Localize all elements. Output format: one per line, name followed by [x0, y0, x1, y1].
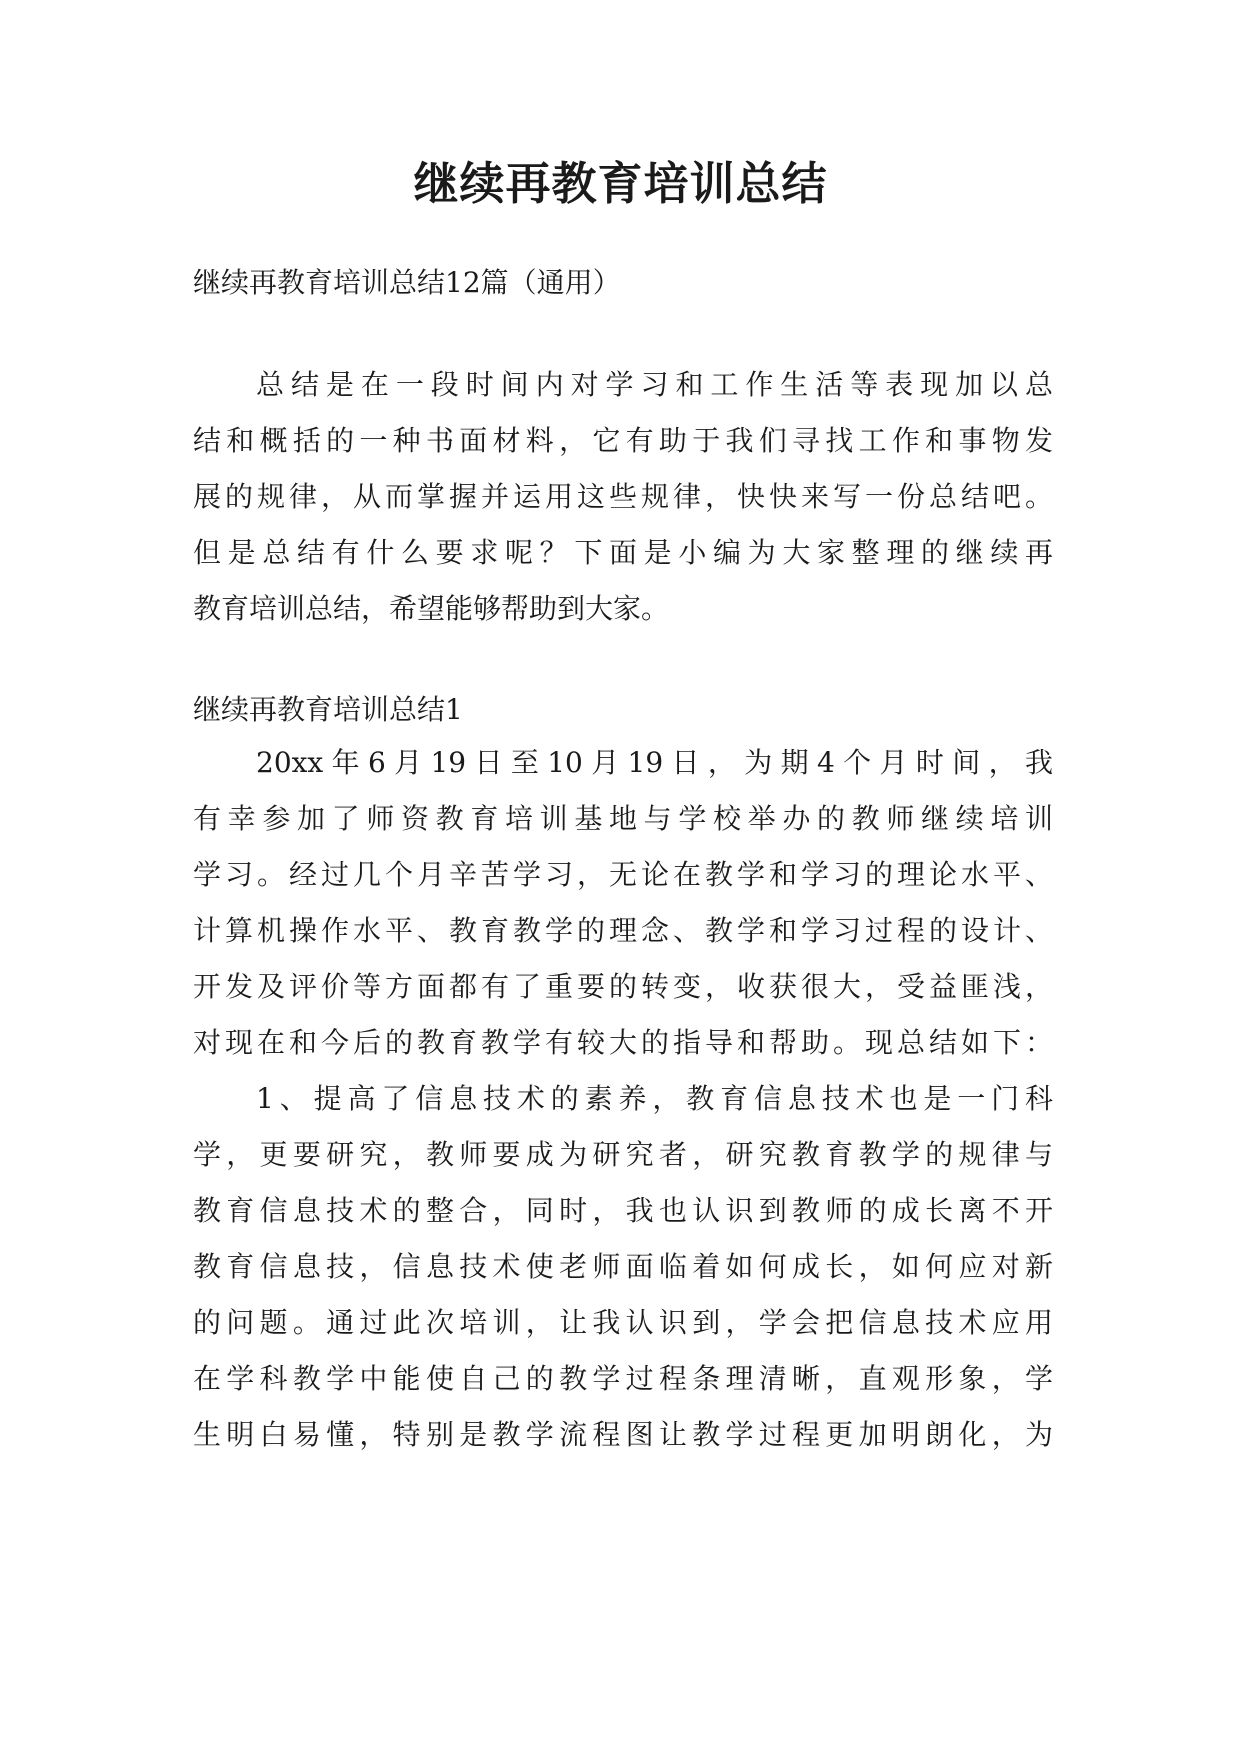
paragraph-line: 教育信息技，信息技术使老师面临着如何成长，如何应对新	[193, 1250, 1053, 1283]
paragraph-line: 开发及评价等方面都有了重要的转变，收获很大，受益匪浅，	[193, 970, 1053, 1003]
paragraph-line: 生明白易懂，特别是教学流程图让教学过程更加明朗化，为	[193, 1418, 1053, 1451]
intro-line: 但是总结有什么要求呢？下面是小编为大家整理的继续再	[193, 536, 1053, 569]
paragraph-line: 计算机操作水平、教育教学的理念、教学和学习过程的设计、	[193, 914, 1053, 947]
intro-line: 展的规律，从而掌握并运用这些规律，快快来写一份总结吧。	[193, 480, 1053, 513]
paragraph-line: 1、提高了信息技术的素养，教育信息技术也是一门科	[256, 1082, 1053, 1115]
paragraph-line: 学习。经过几个月辛苦学习，无论在教学和学习的理论水平、	[193, 858, 1053, 891]
intro-line: 结和概括的一种书面材料，它有助于我们寻找工作和事物发	[193, 424, 1053, 457]
document-subtitle: 继续再教育培训总结12篇（通用）	[193, 266, 621, 299]
paragraph-line: 在学科教学中能使自己的教学过程条理清晰，直观形象，学	[193, 1362, 1053, 1395]
intro-line: 教育培训总结，希望能够帮助到大家。	[193, 592, 670, 625]
paragraph-line: 的问题。通过此次培训，让我认识到，学会把信息技术应用	[193, 1306, 1053, 1339]
paragraph-line: 20xx年6月19日至10月19日，为期4个月时间，我	[256, 746, 1053, 779]
paragraph-line: 有幸参加了师资教育培训基地与学校举办的教师继续培训	[193, 802, 1053, 835]
paragraph-line: 学，更要研究，教师要成为研究者，研究教育教学的规律与	[193, 1138, 1053, 1171]
document-title: 继续再教育培训总结	[413, 157, 828, 210]
paragraph-line: 对现在和今后的教育教学有较大的指导和帮助。现总结如下：	[193, 1026, 1053, 1059]
intro-line: 总结是在一段时间内对学习和工作生活等表现加以总	[256, 368, 1053, 401]
section-heading: 继续再教育培训总结1	[193, 693, 463, 726]
paragraph-line: 教育信息技术的整合，同时，我也认识到教师的成长离不开	[193, 1194, 1053, 1227]
